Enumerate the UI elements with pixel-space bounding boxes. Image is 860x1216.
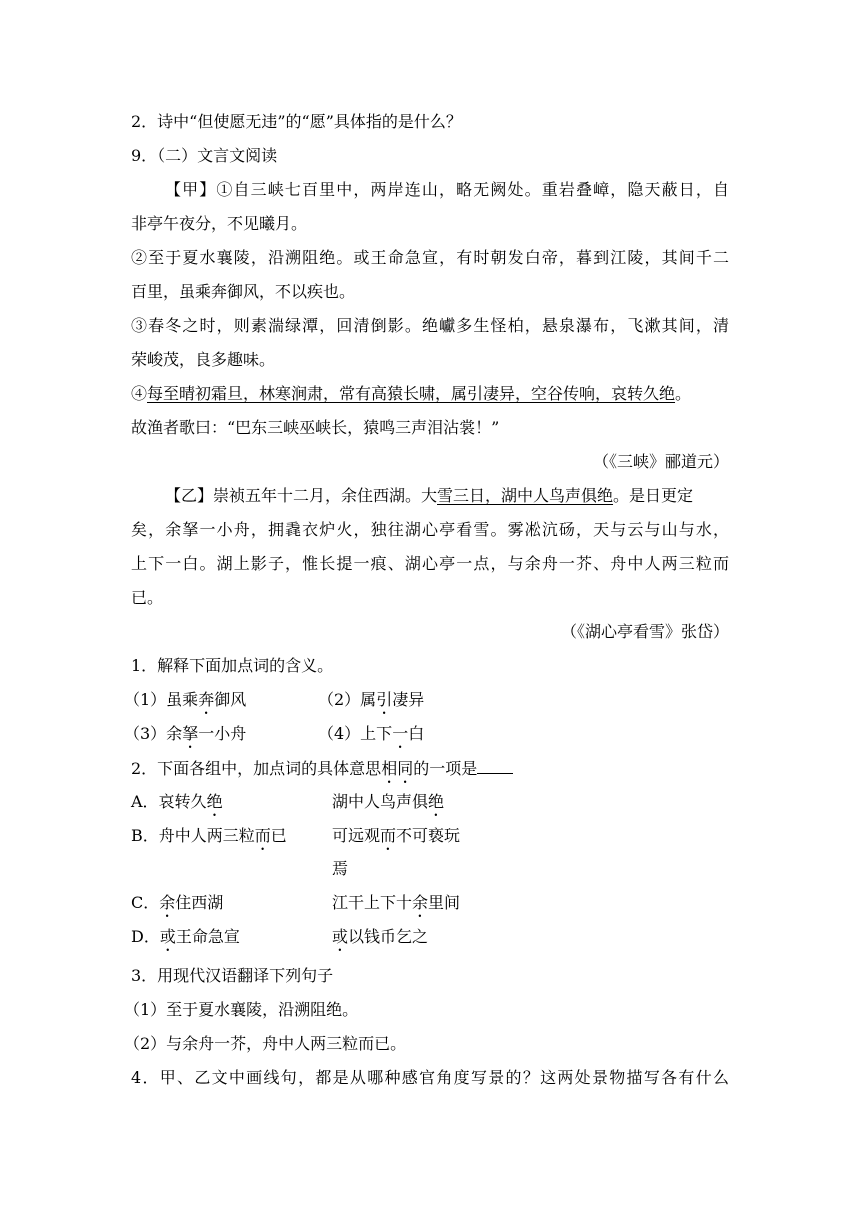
paragraph-number: ④ bbox=[131, 384, 148, 403]
jia-paragraph-1-line-1: 【甲】①自三峡七百里中，两岸连山，略无阙处。重岩叠嶂，隐天蔽日，自 bbox=[165, 180, 729, 199]
q1-item-1: （1）虽乘奔御风 bbox=[124, 690, 247, 709]
option-a-left: A．哀转久绝 bbox=[131, 792, 223, 811]
option-b-left: B．舟中人两三粒而已 bbox=[131, 826, 287, 845]
question-2-stem: 2．下面各组中，加点词的具体意思相同的一项是 bbox=[131, 757, 729, 787]
option-a-right: 湖中人鸟声俱绝 bbox=[332, 792, 445, 811]
dotted-word: 余 bbox=[159, 893, 176, 912]
section-heading: 9．（二）文言文阅读 bbox=[131, 146, 278, 165]
option-b-right-wrap: 焉 bbox=[332, 859, 349, 878]
dotted-word: 引 bbox=[376, 690, 393, 709]
underlined-sentence-yi: 雪三日，湖中人鸟声俱绝 bbox=[437, 486, 614, 505]
dotted-word: 奔 bbox=[198, 690, 215, 709]
jia-paragraph-1-line-2: 非亭午夜分，不见曦月。 bbox=[131, 214, 308, 233]
question-4-stem: 4．甲、乙文中画线句，都是从哪种感官角度写景的？这两处景物描写各有什么 bbox=[131, 1068, 729, 1087]
option-c-right: 江干上下十余里间 bbox=[332, 893, 461, 912]
dotted-word: 绝 bbox=[428, 792, 445, 811]
option-d-left: D．或王命急宣 bbox=[131, 927, 240, 946]
yi-line-3: 上下一白。湖上影子，惟长提一痕、湖心亭一点，与余舟一芥、舟中人两三粒而 bbox=[131, 554, 729, 573]
jia-source: （《三峡》郦道元） bbox=[592, 452, 729, 471]
answer-blank[interactable] bbox=[477, 757, 513, 774]
q1-item-3: （3）余拏一小舟 bbox=[124, 724, 247, 743]
jia-paragraph-2-line-2: 百里，虽乘奔御风，不以疾也。 bbox=[131, 282, 356, 301]
option-d-right: 或以钱币乞之 bbox=[332, 927, 429, 946]
jia-paragraph-2-line-1: ②至于夏水襄陵，沿溯阻绝。或王命急宣，有时朝发白帝，暮到江陵，其间千二 bbox=[131, 248, 729, 267]
option-c-left: C．余住西湖 bbox=[131, 893, 224, 912]
jia-paragraph-3-line-2: 荣峻茂，良多趣味。 bbox=[131, 350, 276, 369]
jia-paragraph-3-line-1: ③春冬之时，则素湍绿潭，回清倒影。绝巘多生怪柏，悬泉瀑布，飞漱其间，清 bbox=[131, 316, 729, 335]
question-3-stem: 3．用现代汉语翻译下列句子 bbox=[131, 966, 334, 985]
dotted-word: 而 bbox=[380, 826, 397, 845]
jia-paragraph-4-line-1: ④每至晴初霜旦，林寒涧肃，常有高猿长啸，属引凄异，空谷传响，哀转久绝。 bbox=[131, 384, 692, 403]
dotted-word: 一 bbox=[392, 724, 409, 743]
question-1-stem: 1．解释下面加点词的含义。 bbox=[131, 656, 334, 675]
q1-item-2: （2）属引凄异 bbox=[318, 690, 425, 709]
yi-source: （《湖心亭看雪》张岱） bbox=[560, 622, 729, 641]
dotted-word: 或 bbox=[159, 927, 176, 946]
dotted-word: 而 bbox=[254, 826, 271, 845]
previous-question-2: 2．诗中“但使愿无违”的“愿”具体指的是什么？ bbox=[131, 112, 462, 131]
q3-sentence-1: （1）至于夏水襄陵，沿溯阻绝。 bbox=[124, 1000, 359, 1019]
yi-line-2: 矣，余拏一小舟，拥毳衣炉火，独往湖心亭看雪。雾凇沆砀，天与云与山与水， bbox=[131, 520, 729, 539]
yi-line-4: 已。 bbox=[131, 588, 164, 607]
dotted-word: 绝 bbox=[206, 792, 223, 811]
jia-paragraph-4-line-2: 故渔者歌曰：“巴东三峡巫峡长，猿鸣三声泪沾裳！” bbox=[131, 418, 500, 437]
dotted-word: 拏 bbox=[182, 724, 199, 743]
dotted-word: 相同 bbox=[381, 759, 414, 778]
q1-item-4: （4）上下一白 bbox=[318, 724, 425, 743]
q3-sentence-2: （2）与余舟一芥，舟中人两三粒而已。 bbox=[124, 1034, 407, 1053]
dotted-word: 或 bbox=[332, 927, 349, 946]
option-b-right: 可远观而不可亵玩 bbox=[332, 826, 461, 845]
underlined-sentence-jia: 每至晴初霜旦，林寒涧肃，常有高猿长啸，属引凄异，空谷传响，哀转久绝 bbox=[147, 384, 676, 403]
yi-line-1: 【乙】崇祯五年十二月，余住西湖。大雪三日，湖中人鸟声俱绝。是日更定 bbox=[165, 486, 694, 505]
dotted-word: 余 bbox=[412, 893, 429, 912]
